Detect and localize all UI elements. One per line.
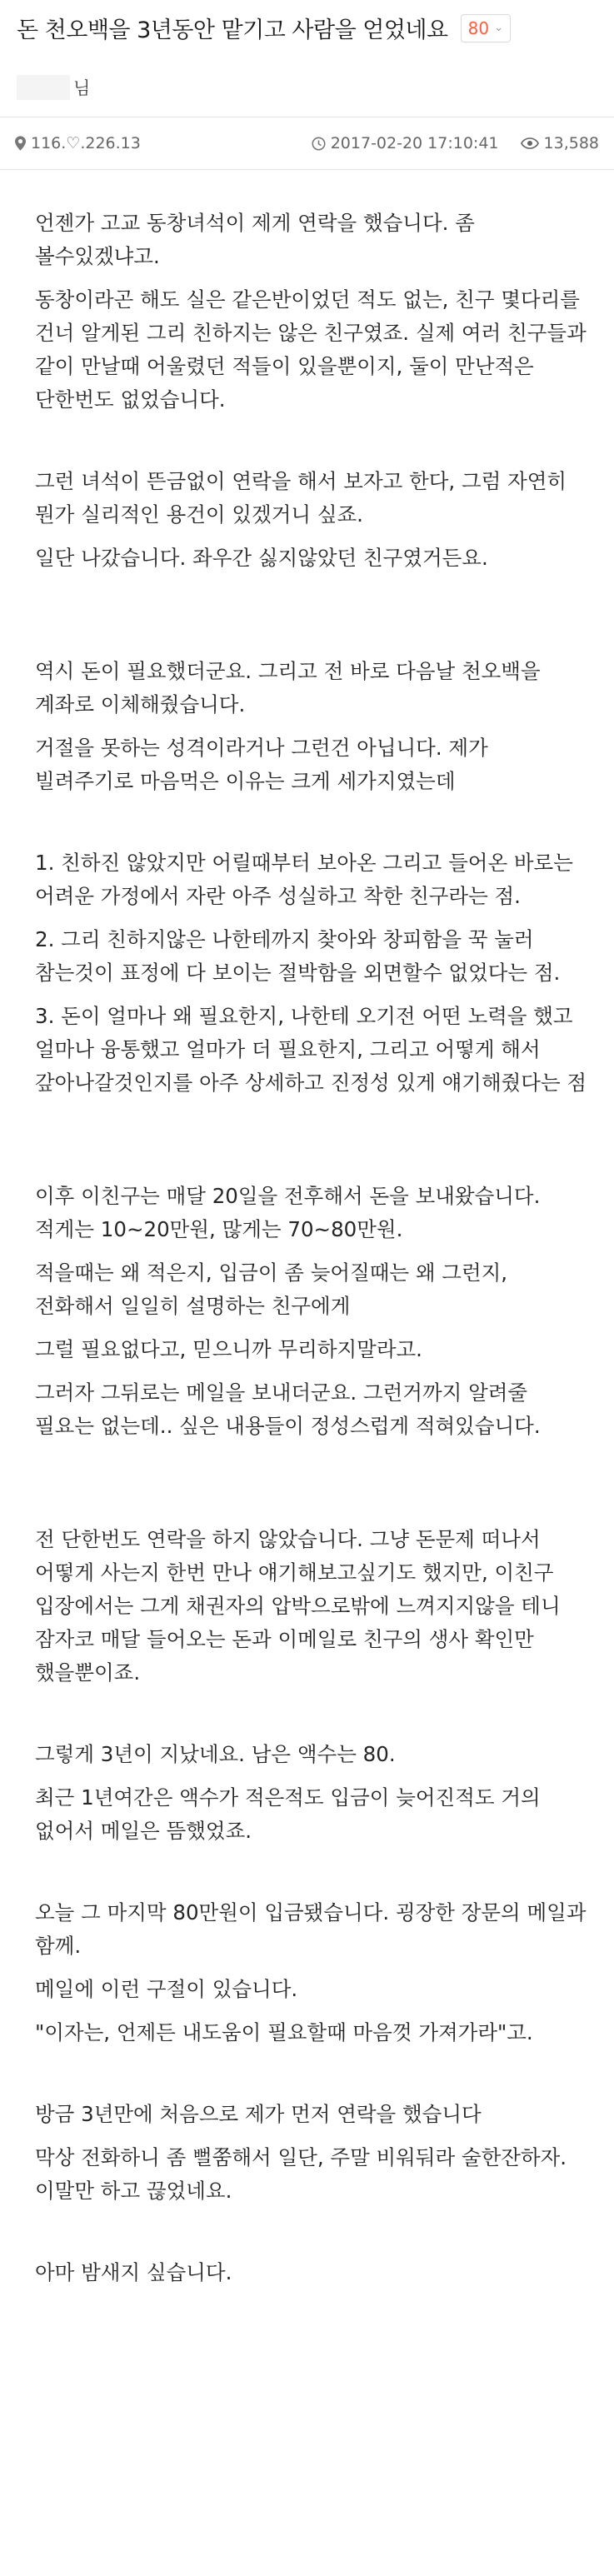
paragraph: 2. 그리 친하지않은 나한테까지 찾아와 창피함을 꾹 눌러 참는것이 표정에 다 보이는 절박함을 외면할수 없었다는 점. [35, 927, 561, 985]
ip-info [15, 134, 141, 152]
view-count: 13,588 [543, 134, 599, 152]
paragraph: 그럴 필요없다고, 믿으니까 무리하지말라고. [35, 1337, 422, 1361]
paragraph: 적을때는 왜 적은지, 입금이 좀 늦어질때는 왜 그런지, 전화해서 일일히 설명하는 친구에게 [35, 1261, 508, 1318]
paragraph: 3. 돈이 얼마나 왜 필요한지, 나한테 오기전 어떤 노력을 했고 얼마나 융통했고 얼마가 더 필요한지, 그리고 어떻게 해서 갚아나갈것인지를 아주 상세하고 진정성 있게 얘기해줬다는 점 [35, 1004, 587, 1095]
post-body [0, 170, 614, 2289]
ip-address: 116.♡.226.13 [31, 134, 141, 152]
paragraph: 아마 밤새지 싶습니다. [35, 2260, 232, 2284]
paragraph: 그렇게 3년이 지났네요. 남은 액수는 80. [35, 1742, 396, 1766]
paragraph: 막상 전화하니 좀 뻘쭘해서 일단, 주말 비워둬라 술한잔하자. 이말만 하고 끊었네요. [35, 2145, 567, 2203]
clock-icon [312, 137, 326, 151]
post-stats [312, 134, 599, 152]
paragraph: 이후 이친구는 매달 20일을 전후해서 돈을 보내왔습니다. 적게는 10~20만원, 많게는 70~80만원. [35, 1184, 541, 1241]
paragraph: "이자는, 언제든 내도움이 필요할때 마음껏 가져가라"고. [35, 2020, 533, 2044]
comment-count: 80 [467, 17, 490, 38]
paragraph: 메일에 이런 구절이 있습니다. [35, 1977, 298, 2001]
paragraph: 동창이라곤 해도 실은 같은반이었던 적도 없는, 친구 몇다리를 건너 알게된 그리 친하지는 않은 친구였죠. 실제 여러 친구들과 같이 만날때 어울렸던 적들이 있을뿐이지, 둘이 만난적은 단한번도 없었습니다. [35, 287, 587, 412]
paragraph: 그러자 그뒤로는 메일을 보내더군요. 그런거까지 알려줄 필요는 없는데.. 싶은 내용들이 정성스럽게 적혀있습니다. [35, 1380, 541, 1438]
paragraph: 그런 녀석이 뜬금없이 연락을 해서 보자고 한다, 그럼 자연히 뭔가 실리적인 용건이 있겠거니 싶죠. [35, 469, 567, 527]
post-meta-bar [0, 117, 614, 170]
paragraph: 방금 3년만에 처음으로 제가 먼저 연락을 했습니다 [35, 2102, 482, 2126]
paragraph: 거절을 못하는 성격이라거나 그런건 아닙니다. 제가 빌려주기로 마음먹은 이유는 크게 세가지였는데 [35, 736, 488, 793]
post-title: 돈 천오백을 3년동안 맡기고 사람을 얻었네요 [17, 17, 448, 43]
eye-icon [521, 137, 539, 150]
post-date: 2017-02-20 17:10:41 [330, 134, 499, 152]
author-name-masked[interactable] [17, 75, 70, 100]
paragraph: 일단 나갔습니다. 좌우간 싫지않았던 친구였거든요. [35, 546, 488, 570]
paragraph: 최근 1년여간은 액수가 적은적도 입금이 늦어진적도 거의 없어서 메일은 뜸했었죠. [35, 1785, 541, 1843]
author-suffix: 님 [73, 78, 91, 98]
chevron-down-icon: ⌄ [494, 22, 504, 34]
paragraph: 역시 돈이 필요했더군요. 그리고 전 바로 다음날 천오백을 계좌로 이체해줬습니다. [35, 659, 541, 716]
paragraph: 언젠가 고교 동창녀석이 제게 연락을 했습니다. 좀 볼수있겠냐고. [35, 211, 475, 268]
post-header [0, 0, 614, 58]
location-pin-icon [15, 136, 26, 151]
comment-count-badge[interactable] [461, 14, 511, 42]
paragraph: 오늘 그 마지막 80만원이 입금됐습니다. 굉장한 장문의 메일과 함께. [35, 1900, 587, 1958]
paragraph: 1. 친하진 않았지만 어릴때부터 보아온 그리고 들어온 바로는 어려운 가정에서 자란 아주 성실하고 착한 친구라는 점. [35, 851, 573, 908]
author-row [0, 58, 614, 117]
paragraph: 전 단한번도 연락을 하지 않았습니다. 그냥 돈문제 떠나서 어떻게 사는지 한번 만나 얘기해보고싶기도 했지만, 이친구 입장에서는 그게 채권자의 압박으로밖에 느껴지지않을 테니 잠자코 매달 들어오는 돈과 이메일로 친구의 생사 확인만 했을뿐이죠. [35, 1527, 561, 1685]
